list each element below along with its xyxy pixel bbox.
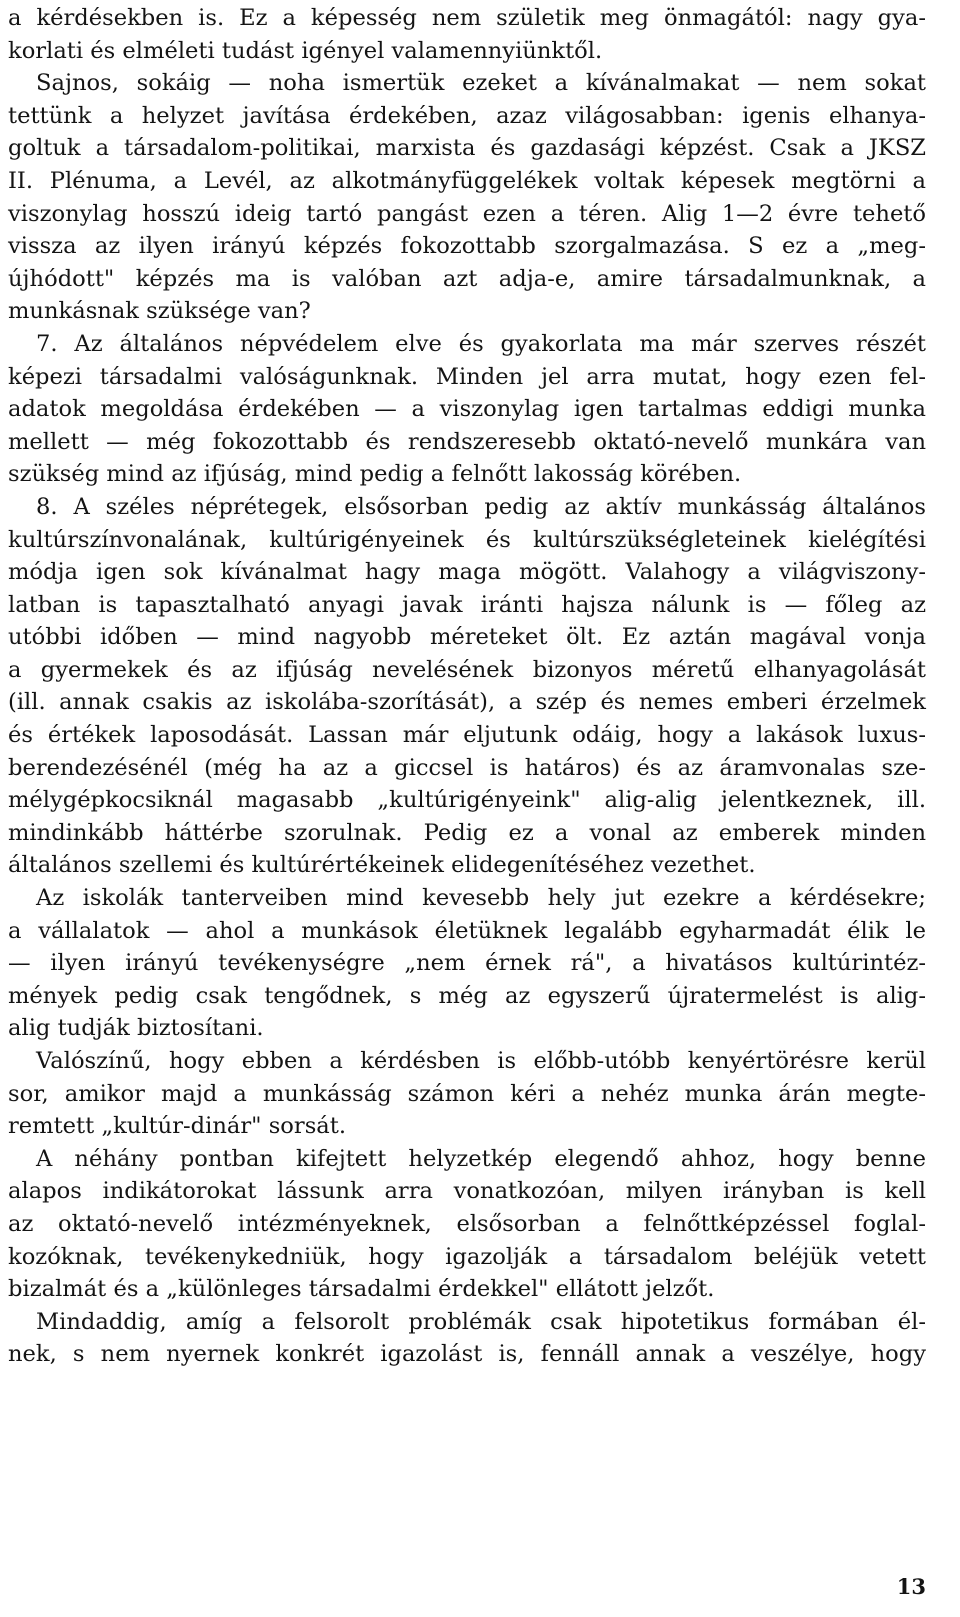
text-line: korlati és elméleti tudást igényel valamennyiünktől. (8, 37, 603, 64)
text-line: Valószínű, hogy ebben a kérdésben is előbb-utóbb kenyértörésre kerül (36, 1048, 926, 1074)
text-line: a vállalatok — ahol a munkások életüknek legalább egyharmadát élik le (8, 917, 926, 944)
text-line: és értékek laposodását. Lassan már eljutunk odáig, hogy a lakások luxus- (8, 722, 926, 749)
text-line: általános szellemi és kultúrértékeinek elidegenítéséhez vezethet. (8, 852, 756, 879)
text-line: remtett „kultúr-dinár" sorsát. (8, 1113, 347, 1140)
text-line: vissza az ilyen irányú képzés fokozottabb szorgalmazása. S ez a „meg- (8, 233, 926, 260)
paragraph-sajnos (8, 67, 926, 328)
text-line: mélygépkocsiknál magasabb „kultúrigényeink" alig-alig jelentkeznek, ill. (8, 787, 926, 814)
paragraph-valoszinu (8, 1045, 926, 1143)
text-line: II. Plénuma, a Levél, az alkotmányfüggelékek voltak képesek megtörni a (8, 167, 926, 194)
text-line: A néhány pontban kifejtett helyzetkép elegendő ahhoz, hogy benne (36, 1145, 926, 1172)
text-line: bizalmát és a „különleges társadalmi érdekkel" ellátott jelzőt. (8, 1276, 715, 1303)
text-line: (ill. annak csakis az iskolába-szorítását), a szép és nemes emberi érzelmek (8, 689, 926, 716)
paragraph-point-8 (8, 491, 926, 882)
text-line: berendezésénél (még ha az a giccsel is határos) és az áramvonalas sze- (8, 754, 926, 781)
text-line: tettünk a helyzet javítása érdekében, azaz világosabban: igenis elhanya- (8, 102, 926, 129)
text-line: alapos indikátorokat lássunk arra vonatkozóan, milyen irányban is kell (8, 1178, 926, 1205)
text-line: a gyermekek és az ifjúság nevelésének bizonyos méretű elhanyagolását (8, 656, 926, 683)
text-line: munkásnak szüksége van? (8, 298, 311, 325)
text-line: kozóknak, tevékenykedniük, hogy igazolják a társadalom beléjük vetett (8, 1243, 926, 1270)
paragraph-point-7 (8, 328, 926, 491)
text-line: Mindaddig, amíg a felsorolt problémák csak hipotetikus formában él- (36, 1308, 926, 1335)
text-line: mények pedig csak tengődnek, s még az egyszerű újratermelést is alig- (8, 982, 926, 1009)
text-line: latban is tapasztalható anyagi javak iránti hajsza nálunk is — főleg az (8, 591, 926, 618)
text-line: képezi társadalmi valóságunknak. Minden jel arra mutat, hogy ezen fel- (8, 363, 926, 390)
page-number: 13 (896, 1574, 926, 1599)
text-line: sor, amikor majd a munkásság számon kéri a nehéz munka árán megte- (8, 1080, 926, 1107)
text-line: módja igen sok kívánalmat hagy maga mögött. Valahogy a világviszony- (8, 559, 926, 586)
text-line: a kérdésekben is. Ez a képesség nem születik meg önmagától: nagy gya- (8, 5, 926, 31)
paragraph-continuation (8, 2, 926, 67)
text-line: alig tudják biztosítani. (8, 1015, 264, 1042)
text-line: adatok megoldása érdekében — a viszonylag igen tartalmas eddigi munka (8, 396, 926, 423)
text-line: mindinkább háttérbe szorulnak. Pedig ez a vonal az emberek minden (8, 819, 926, 846)
text-line: Sajnos, sokáig — noha ismertük ezeket a kívánalmakat — nem sokat (36, 70, 926, 97)
text-line: nek, s nem nyernek konkrét igazolást is, fennáll annak a veszélye, hogy (8, 1341, 926, 1368)
text-line: viszonylag hosszú ideig tartó pangást ezen a téren. Alig 1—2 évre tehető (8, 200, 926, 227)
text-line: utóbbi időben — mind nagyobb méreteket ölt. Ez aztán magával vonja (8, 624, 926, 651)
text-line: — ilyen irányú tevékenységre „nem érnek rá", a hivatásos kultúrintéz- (8, 950, 926, 977)
text-line: 8. A széles néprétegek, elsősorban pedig az aktív munkásság általános (36, 493, 926, 520)
text-line: szükség mind az ifjúság, mind pedig a felnőtt lakosság körében. (8, 461, 742, 488)
paragraph-iskolak (8, 882, 926, 1045)
text-line: mellett — még fokozottabb és rendszeresebb oktató-nevelő munkára van (8, 428, 926, 455)
text-line: Az iskolák tanterveiben mind kevesebb hely jut ezekre a kérdésekre; (36, 885, 926, 912)
paragraph-mindaddig (8, 1306, 926, 1371)
text-line: 7. Az általános népvédelem elve és gyakorlata ma már szerves részét (36, 330, 926, 357)
text-line: kultúrszínvonalának, kultúrigényeinek és kultúrszükségleteinek kielégítési (8, 526, 926, 553)
text-line: újhódott" képzés ma is valóban azt adja-e, amire társadalmunknak, a (8, 265, 926, 292)
text-line: az oktató-nevelő intézményeknek, elsősorban a felnőttképzéssel foglal- (8, 1210, 926, 1237)
document-page (8, 2, 926, 1371)
paragraph-nehany (8, 1143, 926, 1306)
text-line: goltuk a társadalom-politikai, marxista és gazdasági képzést. Csak a JKSZ (8, 135, 926, 162)
